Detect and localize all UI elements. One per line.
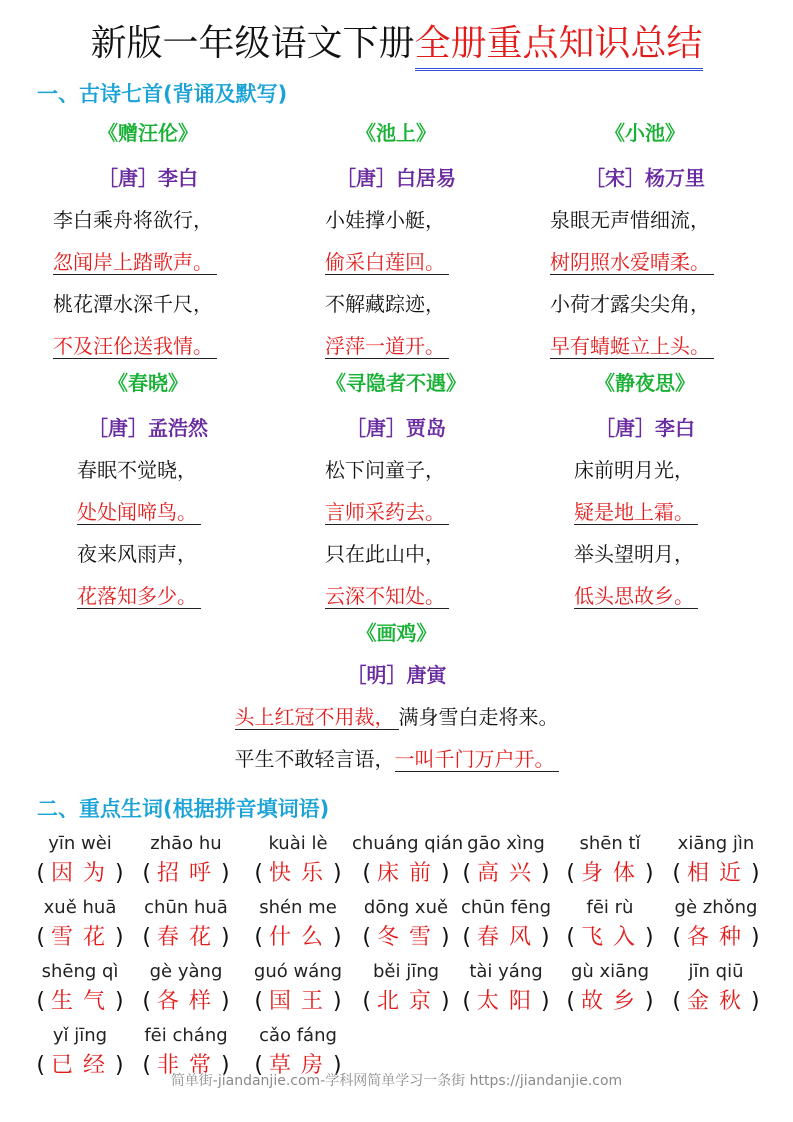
vocab-answer: 各样 (156, 989, 221, 1014)
poem-line: 松下问童子， (325, 458, 445, 482)
vocab-item (352, 960, 460, 1020)
vocab-word: ( 高兴) (462, 861, 550, 886)
vocab-item (26, 960, 134, 1020)
vocab-pinyin: gāo xìng (467, 833, 545, 854)
vocab-answer: 床前 (376, 861, 441, 886)
poem-line: 小娃撑小艇， (325, 208, 445, 232)
vocab-pinyin: shēn tǐ (579, 833, 641, 854)
vocab-answer: 生气 (50, 989, 115, 1014)
vocab-pinyin: fēi cháng (144, 1025, 228, 1046)
vocab-answer: 高兴 (476, 861, 541, 886)
vocab-item (556, 832, 664, 892)
poem-line: 小荷才露尖尖角， (550, 292, 710, 316)
vocab-pinyin: shén me (259, 897, 337, 918)
poem-line: 平生不敢轻言语， (234, 747, 395, 771)
poem-card (276, 116, 516, 366)
vocab-item (26, 896, 134, 956)
vocab-answer: 春风 (476, 925, 541, 950)
vocab-word: ( 春花) (142, 925, 230, 950)
poem-line-row (0, 697, 793, 737)
vocab-row (0, 832, 793, 896)
poem-line-answer: 言师采药去。 (325, 500, 449, 525)
vocab-answer: 金秋 (686, 989, 751, 1014)
footer-watermark: 简单街-jiandanjie.com-学科网简单学习一条街 https://jiandanjie.com (170, 1073, 623, 1089)
vocab-pinyin: shēng qì (41, 961, 119, 982)
vocab-answer: 招呼 (156, 861, 221, 886)
poem-author: ［宋］杨万里 (585, 166, 705, 190)
vocab-pinyin: gè yàng (149, 961, 223, 982)
poem-line: 举头望明月， (574, 542, 694, 566)
vocab-word: ( 因为) (36, 861, 124, 886)
vocab-item (132, 832, 240, 892)
vocab-word: ( 什么) (254, 925, 342, 950)
poem-author: ［唐］李白 (595, 416, 695, 440)
vocab-item (352, 832, 464, 892)
vocab-word: ( 春风) (462, 925, 550, 950)
vocab-item (244, 896, 352, 956)
vocab-word: ( 太阳) (462, 989, 550, 1014)
poem-line-answer: 树阴照水爱晴柔。 (550, 250, 714, 275)
vocab-answer: 雪花 (50, 925, 115, 950)
vocab-word: ( 生气) (36, 989, 124, 1014)
poem-line-row (0, 739, 793, 779)
vocab-pinyin: yīn wèi (48, 833, 112, 854)
poem-card (28, 366, 268, 616)
vocab-pinyin: yǐ jīng (52, 1025, 108, 1046)
vocab-row (0, 896, 793, 960)
vocab-pinyin: jīn qiū (688, 961, 744, 982)
vocab-answer: 草房 (268, 1053, 333, 1078)
poem-line: 床前明月光， (574, 458, 694, 482)
title-red: 全册重点知识总结 (415, 20, 703, 68)
vocab-answer: 国王 (268, 989, 333, 1014)
vocab-pinyin: guó wáng (253, 961, 343, 982)
vocab-pinyin: xiāng jìn (677, 833, 755, 854)
poem-title: 《小池》 (605, 121, 685, 145)
vocab-item (662, 896, 770, 956)
poem-line-answer: 忽闻岸上踏歌声。 (53, 250, 217, 275)
vocab-item (26, 832, 134, 892)
title-black: 新版一年级语文下册 (90, 23, 415, 64)
poem-line-answer: 早有蜻蜓立上头。 (550, 334, 714, 359)
vocab-word: ( 床前) (362, 861, 450, 886)
vocab-word: ( 各样) (142, 989, 230, 1014)
vocab-answer: 故乡 (580, 989, 645, 1014)
vocab-answer: 飞入 (580, 925, 645, 950)
poem-author: ［明］唐寅 (346, 663, 447, 687)
vocab-answer: 各种 (686, 925, 751, 950)
vocab-pinyin: kuài lè (268, 833, 328, 854)
vocab-item (132, 896, 240, 956)
poem-line-answer: 头上红冠不用裁， (235, 705, 399, 730)
poem-title: 《池上》 (356, 121, 436, 145)
vocab-word: ( 非常) (142, 1053, 230, 1078)
poem-card (525, 366, 765, 616)
vocab-item (244, 960, 352, 1020)
poem-card (276, 366, 516, 616)
poem-line-answer: 处处闻啼鸟。 (77, 500, 201, 525)
vocab-pinyin: gè zhǒng (674, 897, 758, 918)
vocab-pinyin: xuě huā (43, 897, 117, 918)
vocab-answer: 春花 (156, 925, 221, 950)
vocab-pinyin: fēi rù (586, 897, 634, 918)
vocab-answer: 什么 (268, 925, 333, 950)
vocab-pinyin: gù xiāng (570, 961, 650, 982)
poem-line-answer: 低头思故乡。 (574, 584, 698, 609)
poem-line: 春眠不觉晓， (77, 458, 197, 482)
vocab-item (452, 832, 560, 892)
poem-title: 《赠汪伦》 (98, 121, 198, 145)
vocab-word: ( 国王) (254, 989, 342, 1014)
page-title (0, 20, 793, 68)
vocab-pinyin: cǎo fáng (259, 1025, 337, 1046)
poem-line-answer: 花落知多少。 (77, 584, 201, 609)
poem-line-answer: 偷采白莲回。 (325, 250, 449, 275)
poem-title: 《画鸡》 (356, 621, 437, 645)
vocab-word: ( 飞入) (566, 925, 654, 950)
poem-author: ［唐］贾岛 (346, 416, 446, 440)
poem-line-answer: 疑是地上霜。 (574, 500, 698, 525)
vocab-pinyin: běi jīng (372, 961, 440, 982)
vocab-word: ( 北京) (362, 989, 450, 1014)
vocab-pinyin: zhāo hu (150, 833, 222, 854)
vocab-answer: 因为 (50, 861, 115, 886)
vocab-word: ( 相近) (672, 861, 760, 886)
vocab-answer: 已经 (50, 1053, 115, 1078)
poem-title: 《静夜思》 (595, 371, 695, 395)
vocab-pinyin: tài yáng (469, 961, 543, 982)
vocab-word: ( 草房) (254, 1053, 342, 1078)
poem-card (525, 116, 765, 366)
vocab-answer: 冬雪 (376, 925, 441, 950)
vocab-item (244, 832, 352, 892)
poem-line: 不解藏踪迹， (325, 292, 445, 316)
vocab-answer: 非常 (156, 1053, 221, 1078)
section-heading-vocab: 二、重点生词(根据拼音填词语) (37, 797, 330, 821)
vocab-item (662, 832, 770, 892)
vocab-item (132, 960, 240, 1020)
vocab-answer: 相近 (686, 861, 751, 886)
vocab-pinyin: dōng xuě (363, 897, 449, 918)
poem-title: 《寻隐者不遇》 (326, 371, 466, 395)
poem-line-answer: 云深不知处。 (325, 584, 449, 609)
vocab-answer: 快乐 (268, 861, 333, 886)
poem-line: 夜来风雨声， (77, 542, 197, 566)
poem-line: 泉眼无声惜细流， (550, 208, 710, 232)
poem-line: 满身雪白走将来。 (398, 705, 559, 729)
poem-line-answer: 浮萍一道开。 (325, 334, 449, 359)
poem-author: ［唐］白居易 (336, 166, 456, 190)
poem-card (28, 116, 268, 366)
vocab-pinyin: chuáng qián (352, 833, 464, 854)
vocab-answer: 太阳 (476, 989, 541, 1014)
vocab-word: ( 招呼) (142, 861, 230, 886)
poem-title: 《春晓》 (108, 371, 188, 395)
vocab-item (352, 896, 460, 956)
vocab-word: ( 身体) (566, 861, 654, 886)
vocab-word: ( 快乐) (254, 861, 342, 886)
section-heading-poems: 一、古诗七首(背诵及默写) (37, 82, 288, 106)
vocab-word: ( 冬雪) (362, 925, 450, 950)
poem-author: ［唐］李白 (98, 166, 198, 190)
vocab-word: ( 故乡) (566, 989, 654, 1014)
vocab-answer: 身体 (580, 861, 645, 886)
vocab-word: ( 已经) (36, 1053, 124, 1078)
vocab-item (452, 960, 560, 1020)
poem-line: 桃花潭水深千尺， (53, 292, 213, 316)
poem-line: 李白乘舟将欲行， (53, 208, 213, 232)
vocab-word: ( 雪花) (36, 925, 124, 950)
vocab-row (0, 960, 793, 1024)
vocab-item (662, 960, 770, 1020)
vocab-pinyin: chūn fēng (460, 897, 552, 918)
poem-line-answer: 不及汪伦送我情。 (53, 334, 217, 359)
vocab-answer: 北京 (376, 989, 441, 1014)
poem-author: ［唐］孟浩然 (88, 416, 208, 440)
poem-line-answer: 一叫千门万户开。 (395, 747, 559, 772)
vocab-pinyin: chūn huā (144, 897, 228, 918)
poem-line: 只在此山中， (325, 542, 445, 566)
vocab-word: ( 各种) (672, 925, 760, 950)
vocab-item (452, 896, 560, 956)
vocab-word: ( 金秋) (672, 989, 760, 1014)
vocab-item (556, 896, 664, 956)
vocab-item (556, 960, 664, 1020)
